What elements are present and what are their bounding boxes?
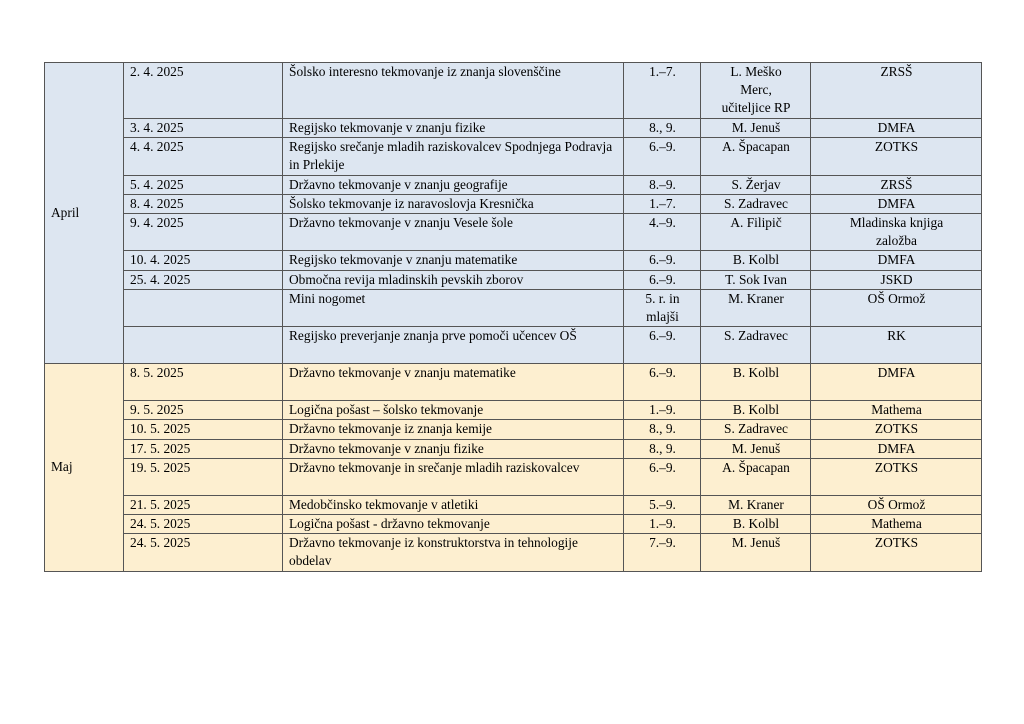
event-cell: [283, 458, 624, 495]
organizer-cell: [811, 364, 982, 401]
event-cell-text: Državno tekmovanje v znanju geografije: [289, 176, 508, 192]
date-cell: [124, 175, 283, 194]
mentor-cell: [701, 175, 811, 194]
table-row: [45, 420, 982, 439]
event-cell-text: Medobčinsko tekmovanje v atletiki: [289, 496, 479, 512]
table-row: [45, 119, 982, 138]
mentor-cell-text: B. Kolbl: [732, 365, 780, 381]
mentor-cell: [701, 138, 811, 175]
date-cell-text: 24. 5. 2025: [130, 516, 191, 532]
organizer-cell-text: Mathema: [871, 402, 922, 418]
date-cell: [124, 458, 283, 495]
mentor-cell-text: S. Zadravec: [724, 421, 788, 437]
grade-cell: [624, 495, 701, 514]
event-cell-text: Šolsko interesno tekmovanje iz znanja slovenščine: [289, 64, 561, 79]
mentor-cell: [701, 458, 811, 495]
grade-cell-text: 1.–9.: [649, 516, 676, 532]
date-cell: [124, 439, 283, 458]
event-cell: [283, 194, 624, 213]
organizer-cell: [811, 420, 982, 439]
date-cell: [124, 515, 283, 534]
date-cell-text: 2. 4. 2025: [130, 64, 184, 79]
mentor-cell-text: M. Jenuš: [731, 440, 781, 456]
mentor-cell: [701, 251, 811, 270]
grade-cell: [624, 119, 701, 138]
grade-cell: [624, 458, 701, 495]
schedule-body: [45, 63, 982, 572]
table-row: [45, 289, 982, 326]
event-cell: [283, 270, 624, 289]
mentor-cell-text: M. Kraner: [728, 290, 784, 306]
date-cell: [124, 420, 283, 439]
organizer-cell-text: ZOTKS: [874, 535, 919, 551]
organizer-cell: [811, 214, 982, 251]
mentor-cell-text: T. Sok Ivan: [725, 271, 787, 287]
grade-cell-text: 6.–9.: [649, 459, 676, 475]
organizer-cell-text: DMFA: [877, 120, 916, 135]
mentor-cell: [701, 289, 811, 326]
date-cell-text: 9. 4. 2025: [130, 215, 184, 231]
grade-cell-text: 8., 9.: [649, 120, 676, 135]
grade-cell-text: 5.–9.: [649, 496, 676, 512]
event-cell-text: Državno tekmovanje in srečanje mladih raziskovalcev: [289, 459, 580, 475]
date-cell-text: 9. 5. 2025: [130, 402, 184, 418]
date-cell: [124, 327, 283, 364]
mentor-cell-text: B. Kolbl: [732, 516, 780, 532]
mentor-cell-text: S. Žerjav: [731, 176, 781, 192]
date-cell: [124, 534, 283, 571]
grade-cell: [624, 214, 701, 251]
grade-cell-text: 8., 9.: [649, 440, 676, 456]
table-row: [45, 214, 982, 251]
mentor-cell: [701, 439, 811, 458]
grade-cell-text: 8.–9.: [649, 176, 676, 192]
mentor-cell-text: M. Kraner: [728, 496, 784, 512]
grade-cell: [624, 289, 701, 326]
organizer-cell: [811, 270, 982, 289]
mentor-cell-text: M. Jenuš: [731, 120, 781, 135]
event-cell: [283, 401, 624, 420]
organizer-cell-text: JSKD: [880, 271, 913, 287]
grade-cell: [624, 251, 701, 270]
organizer-cell-text: DMFA: [877, 195, 916, 211]
date-cell: [124, 194, 283, 213]
mentor-cell: [701, 214, 811, 251]
mentor-cell: [701, 63, 811, 119]
grade-cell: [624, 175, 701, 194]
table-row: [45, 175, 982, 194]
date-cell-text: 4. 4. 2025: [130, 139, 184, 155]
event-cell: [283, 495, 624, 514]
event-cell: [283, 289, 624, 326]
date-cell-text: 21. 5. 2025: [130, 496, 191, 512]
event-cell-text: Regijsko preverjanje znanja prve pomoči učencev OŠ: [289, 328, 577, 344]
organizer-cell: [811, 289, 982, 326]
organizer-cell-text: RK: [887, 328, 906, 344]
grade-cell: [624, 420, 701, 439]
event-cell-text: Regijsko tekmovanje v znanju fizike: [289, 120, 486, 135]
event-cell: [283, 327, 624, 364]
event-cell: [283, 534, 624, 571]
date-cell: [124, 119, 283, 138]
grade-cell: [624, 401, 701, 420]
table-row: [45, 364, 982, 401]
event-cell: [283, 439, 624, 458]
date-cell-text: 5. 4. 2025: [130, 176, 184, 192]
organizer-cell: [811, 401, 982, 420]
grade-cell-text: 1.–7.: [649, 64, 676, 79]
grade-cell: [624, 515, 701, 534]
grade-cell: [624, 534, 701, 571]
mentor-cell: [701, 327, 811, 364]
date-cell: [124, 495, 283, 514]
event-cell: [283, 214, 624, 251]
grade-cell: [624, 138, 701, 175]
event-cell-text: Šolsko tekmovanje iz naravoslovja Kresnička: [289, 195, 534, 211]
table-row: [45, 439, 982, 458]
table-row: [45, 534, 982, 571]
date-cell-text: 17. 5. 2025: [130, 440, 191, 456]
mentor-cell: [701, 515, 811, 534]
date-cell-text: 3. 4. 2025: [130, 120, 184, 135]
grade-cell-text: 1.–7.: [649, 195, 676, 211]
table-row: [45, 515, 982, 534]
organizer-cell-text: ZOTKS: [874, 139, 919, 155]
organizer-cell: [811, 458, 982, 495]
date-cell-text: 10. 4. 2025: [130, 252, 191, 268]
grade-cell-text: 6.–9.: [649, 252, 676, 268]
grade-cell: [624, 63, 701, 119]
date-cell: [124, 364, 283, 401]
table-row: [45, 401, 982, 420]
mentor-cell: [701, 270, 811, 289]
mentor-cell: [701, 420, 811, 439]
organizer-cell-text: ZOTKS: [874, 421, 919, 437]
mentor-cell-text: A. Špacapan: [722, 459, 790, 475]
event-cell-text: Državno tekmovanje v znanju matematike: [289, 365, 516, 381]
grade-cell-text: 6.–9.: [649, 328, 676, 344]
organizer-cell: [811, 251, 982, 270]
organizer-cell-text: Mathema: [871, 516, 922, 532]
grade-cell-text: 6.–9.: [649, 139, 676, 155]
organizer-cell-text: ZRSŠ: [880, 176, 913, 192]
month-name: Maj: [51, 459, 73, 475]
date-cell: [124, 138, 283, 175]
date-cell: [124, 289, 283, 326]
date-cell: [124, 270, 283, 289]
organizer-cell-text: ZOTKS: [874, 459, 919, 475]
date-cell-text: 25. 4. 2025: [130, 271, 191, 287]
event-cell: [283, 364, 624, 401]
organizer-cell: [811, 495, 982, 514]
organizer-cell: [811, 534, 982, 571]
event-cell-text: Mini nogomet: [289, 290, 366, 306]
table-row: [45, 63, 982, 119]
table-row: [45, 495, 982, 514]
mentor-cell: [701, 495, 811, 514]
date-cell: [124, 401, 283, 420]
grade-cell-text: 4.–9.: [649, 215, 676, 231]
event-cell-text: Logična pošast – šolsko tekmovanje: [289, 402, 484, 418]
organizer-cell-text: Mladinska knjiga založba: [849, 215, 944, 249]
event-cell-text: Državno tekmovanje iz znanja kemije: [289, 421, 493, 437]
month-label: [45, 63, 124, 364]
event-cell-text: Državno tekmovanje iz konstruktorstva in tehnologije obdelav: [289, 535, 578, 569]
grade-cell-text: 6.–9.: [649, 365, 676, 381]
event-cell: [283, 138, 624, 175]
mentor-cell: [701, 119, 811, 138]
event-cell: [283, 119, 624, 138]
organizer-cell-text: DMFA: [877, 365, 916, 381]
mentor-cell: [701, 401, 811, 420]
date-cell: [124, 251, 283, 270]
month-label: [45, 364, 124, 571]
event-cell: [283, 420, 624, 439]
grade-cell: [624, 270, 701, 289]
organizer-cell: [811, 194, 982, 213]
event-cell-text: Regijsko srečanje mladih raziskovalcev Spodnjega Podravja in Prlekije: [289, 139, 613, 173]
table-row: [45, 458, 982, 495]
organizer-cell: [811, 119, 982, 138]
mentor-cell: [701, 364, 811, 401]
date-cell-text: 8. 4. 2025: [130, 195, 184, 211]
mentor-cell-text: A. Špacapan: [722, 139, 790, 155]
grade-cell: [624, 364, 701, 401]
grade-cell-text: 1.–9.: [649, 402, 676, 418]
grade-cell-text: 8., 9.: [649, 421, 676, 437]
mentor-cell-text: M. Jenuš: [731, 535, 781, 551]
mentor-cell-text: S. Zadravec: [724, 328, 788, 344]
event-cell-text: Državno tekmovanje v znanju Vesele šole: [289, 215, 513, 231]
grade-cell: [624, 439, 701, 458]
table-row: [45, 270, 982, 289]
date-cell: [124, 214, 283, 251]
event-cell-text: Državno tekmovanje v znanju fizike: [289, 440, 484, 456]
event-cell-text: Območna revija mladinskih pevskih zborov: [289, 271, 524, 287]
date-cell-text: 19. 5. 2025: [130, 459, 191, 475]
grade-cell-text: 5. r. in mlajši: [645, 290, 680, 325]
organizer-cell-text: DMFA: [877, 252, 916, 268]
mentor-cell-text: L. Meško Merc, učiteljice RP: [721, 64, 791, 116]
date-cell-text: 24. 5. 2025: [130, 535, 191, 551]
organizer-cell: [811, 439, 982, 458]
organizer-cell: [811, 175, 982, 194]
schedule-table: [44, 62, 982, 572]
month-name: April: [51, 205, 80, 221]
mentor-cell: [701, 194, 811, 213]
event-cell: [283, 251, 624, 270]
mentor-cell-text: A. Filipič: [730, 215, 782, 231]
organizer-cell: [811, 327, 982, 364]
table-row: [45, 327, 982, 364]
date-cell-text: 10. 5. 2025: [130, 421, 191, 437]
event-cell: [283, 175, 624, 194]
mentor-cell-text: S. Zadravec: [724, 195, 788, 211]
mentor-cell-text: B. Kolbl: [732, 252, 780, 268]
organizer-cell-text: OŠ Ormož: [867, 496, 926, 512]
table-row: [45, 138, 982, 175]
organizer-cell-text: OŠ Ormož: [867, 290, 926, 306]
grade-cell-text: 7.–9.: [649, 535, 676, 551]
table-row: [45, 194, 982, 213]
grade-cell: [624, 194, 701, 213]
organizer-cell-text: ZRSŠ: [880, 64, 913, 79]
organizer-cell-text: DMFA: [877, 440, 916, 456]
event-cell-text: Regijsko tekmovanje v znanju matematike: [289, 252, 518, 268]
event-cell: [283, 515, 624, 534]
event-cell: [283, 63, 624, 119]
table-row: [45, 251, 982, 270]
mentor-cell-text: B. Kolbl: [732, 402, 780, 418]
mentor-cell: [701, 534, 811, 571]
organizer-cell: [811, 515, 982, 534]
organizer-cell: [811, 138, 982, 175]
date-cell-text: 8. 5. 2025: [130, 365, 184, 381]
event-cell-text: Logična pošast - državno tekmovanje: [289, 516, 490, 532]
organizer-cell: [811, 63, 982, 119]
grade-cell-text: 6.–9.: [649, 271, 676, 287]
date-cell: [124, 63, 283, 119]
grade-cell: [624, 327, 701, 364]
